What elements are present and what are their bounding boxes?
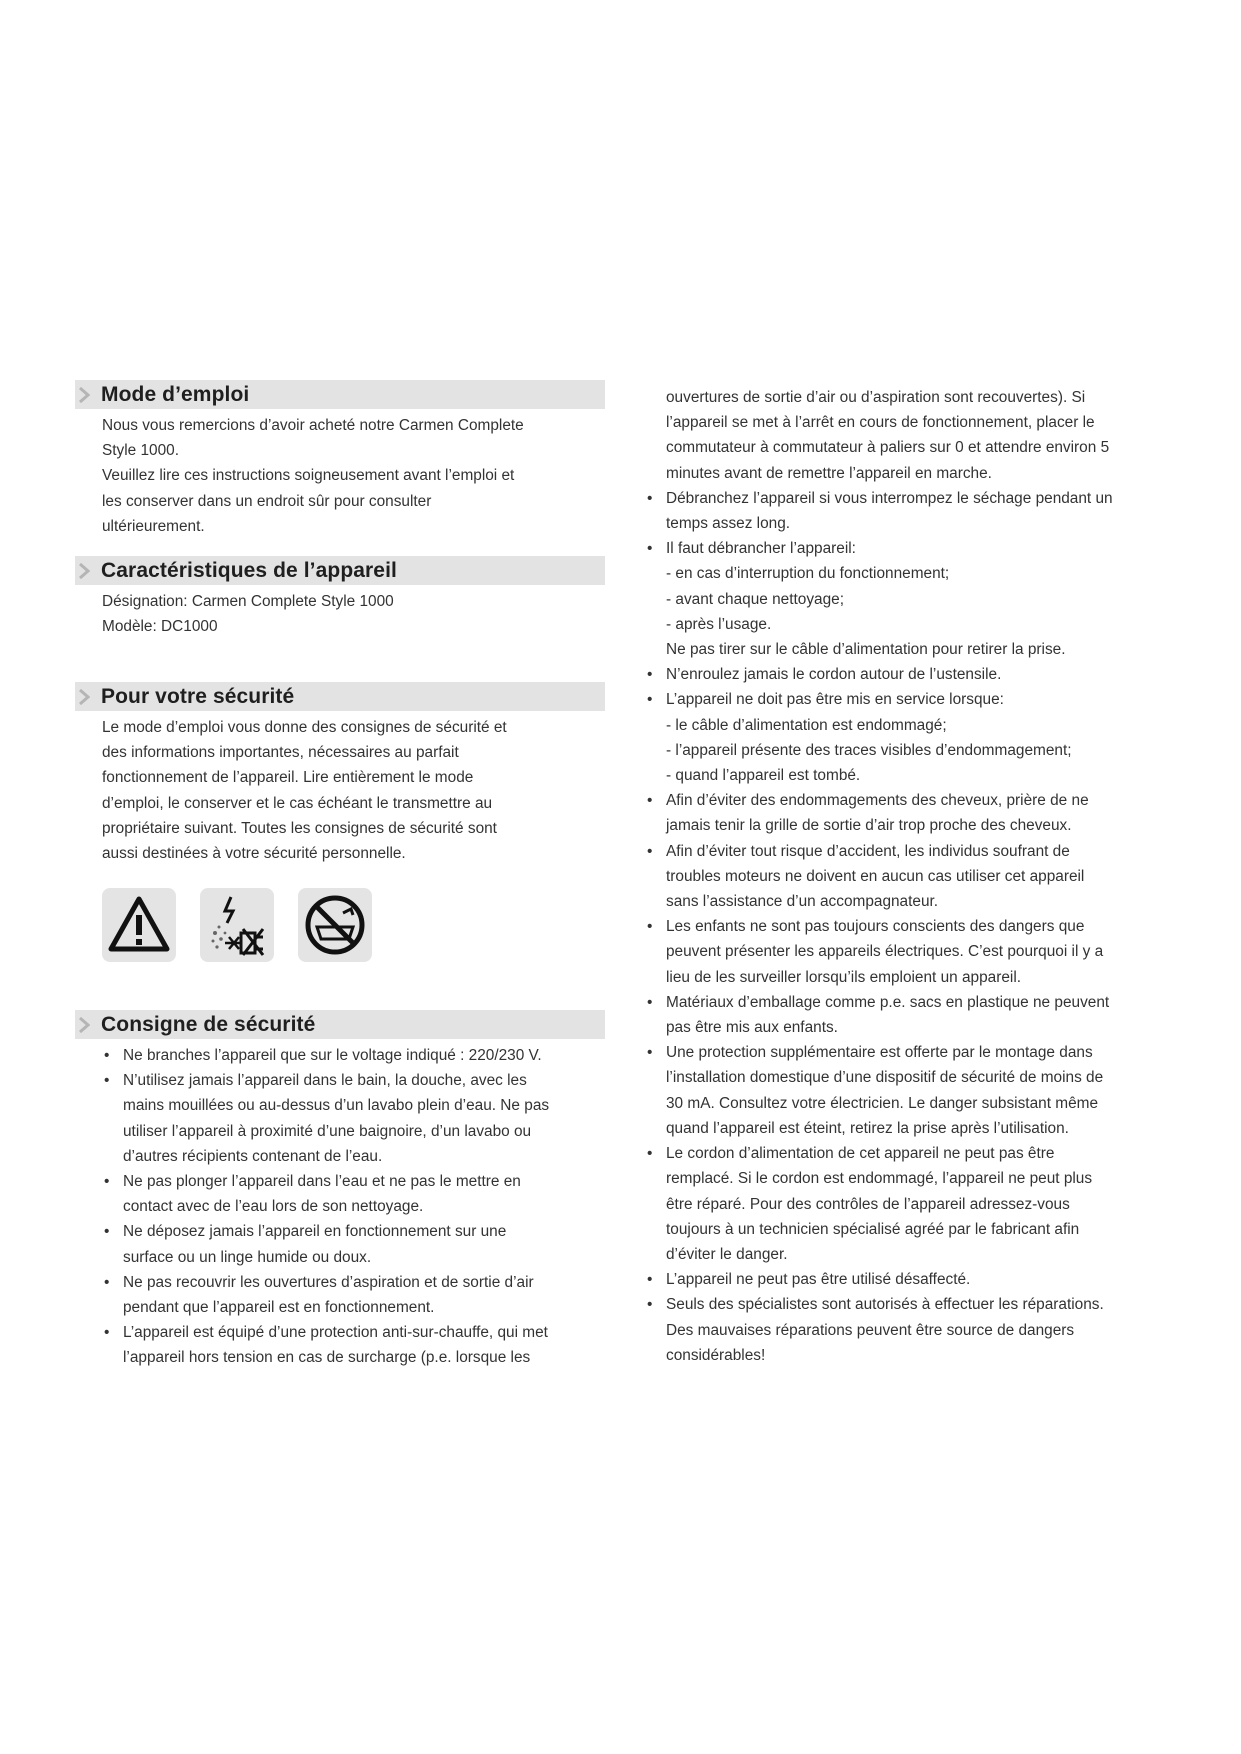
section-mode-emploi <box>75 380 605 539</box>
section-pour-votre-securite <box>75 682 605 962</box>
list-item: • L’appareil ne peut pas être utilisé désaffecté. <box>647 1271 971 1289</box>
sub-item: - avant chaque nettoyage; <box>666 590 844 608</box>
right-bullet-list <box>645 486 1115 1368</box>
section-title: Mode d’emploi <box>101 382 250 406</box>
section-title: Caractéristiques de l’appareil <box>101 558 397 582</box>
section-title: Pour votre sécurité <box>101 684 295 708</box>
list-item: • L’appareil ne doit pas être mis en service lorsque: - le câble d’alimentation est endommagé; - l’appareil présente des traces visibles d’endommagement; - quand l’appareil est tombé. <box>645 687 1115 788</box>
right-column <box>645 385 1125 1368</box>
sub-item: - en cas d’interruption du fonctionnement; <box>666 565 950 583</box>
list-item: • Ne branches l’appareil que sur le voltage indiqué : 220/230 V. <box>104 1047 542 1064</box>
list-item: • Afin d’éviter tout risque d’accident, les individus soufrant de troubles moteurs ne doivent en aucun cas utiliser cet appareil sans l’assistance d’un accompagnateur. <box>647 842 1085 911</box>
no-water-plug-icon <box>200 888 274 962</box>
section-title: Consigne de sécurité <box>101 1012 316 1036</box>
section-header <box>75 1010 605 1039</box>
sub-item: - après l’usage. <box>666 615 772 633</box>
warning-triangle-icon <box>102 888 176 962</box>
no-bathtub-icon <box>298 888 372 962</box>
consigne-bullet-list <box>75 1043 552 1371</box>
section-body <box>75 715 532 866</box>
modele: Modèle: DC1000 <box>102 618 218 636</box>
chevron-right-icon <box>75 1010 93 1039</box>
list-item: • Seuls des spécialistes sont autorisés à effectuer les réparations. Des mauvaises réparations peuvent être source de dangers considérables! <box>647 1296 1104 1364</box>
list-item: • Matériaux d’emballage comme p.e. sacs en plastique ne peuvent pas être mis aux enfants. <box>647 993 1110 1037</box>
list-item: • Une protection supplémentaire est offerte par le montage dans l’installation domestique d’une dispositif de sécurité de moins de 30 mA. Consultez votre électricien. Le danger subsistant même quand l’appareil est éteint, retirez la prise après l’utilisation. <box>647 1044 1104 1137</box>
chevron-right-icon <box>75 380 93 409</box>
list-item: • Ne pas plonger l’appareil dans l’eau et ne pas le mettre en contact avec de l’eau lors de son nettoyage. <box>104 1173 521 1216</box>
paragraph: Veuillez lire ces instructions soigneusement avant l’emploi et les conserver dans un endroit sûr pour consulter ultérieurement. <box>102 467 515 535</box>
list-item: • Il faut débrancher l’appareil: - en cas d’interruption du fonctionnement; - avant chaque nettoyage; - après l’usage. Ne pas tirer sur le câble d’alimentation pour retirer la prise. <box>645 536 1115 662</box>
list-item: • N’utilisez jamais l’appareil dans le bain, la douche, avec les mains mouillées ou au-dessus d’un lavabo plein d’eau. Ne pas utiliser l’appareil à proximité d’une baignoire, d’un lavabo ou d’autres récipients contenant de l’eau. <box>104 1072 550 1165</box>
section-header <box>75 380 605 409</box>
list-item: • Le cordon d’alimentation de cet appareil ne peut pas être remplacé. Si le cordon est endommagé, l’appareil ne peut plus être réparé. Pour des contrôles de l’appareil adressez-vous toujours à un technicien spécialisé agréé par le fabricant afin d’éviter le danger. <box>647 1145 1093 1263</box>
chevron-right-icon <box>75 556 93 585</box>
list-item: • Afin d’éviter des endommagements des cheveux, prière de ne jamais tenir la grille de sortie d’air trop proche des cheveux. <box>647 792 1089 835</box>
sub-item: - quand l’appareil est tombé. <box>666 767 861 785</box>
designation: Désignation: Carmen Complete Style 1000 <box>102 593 394 610</box>
safety-icons <box>75 888 605 962</box>
chevron-right-icon <box>75 682 93 711</box>
section-consigne-securite <box>75 1010 605 1371</box>
note: Ne pas tirer sur le câble d’alimentation pour retirer la prise. <box>666 641 1066 659</box>
continuation-text: ouvertures de sortie d’air ou d’aspiration sont recouvertes). Si l’appareil se met à l’arrêt en cours de fonctionnement, placer le commutateur à commutateur à paliers sur 0 et attendre environ 5 minutes avant de remettre l’appareil en marche. <box>666 389 1110 482</box>
sub-item: - l’appareil présente des traces visibles d’endommagement; <box>666 741 1072 759</box>
section-header <box>75 682 605 711</box>
sub-item: - le câble d’alimentation est endommagé; <box>666 716 947 734</box>
list-item: • Débranchez l’appareil si vous interrompez le séchage pendant un temps assez long. <box>647 489 1113 533</box>
list-item: • Ne pas recouvrir les ouvertures d’aspiration et de sortie d’air pendant que l’appareil est en fonctionnement. <box>104 1273 534 1317</box>
section-header <box>75 556 605 585</box>
section-caracteristiques <box>75 556 605 639</box>
paragraph: Le mode d’emploi vous donne des consignes de sécurité et des informations importantes, nécessaires au parfait fonctionnement de l’appareil. Lire entièrement le mode d’emploi, le conserver et le cas échéant le transmettre au propriétaire suivant. Toutes les consignes de sécurité sont aussi destinées à votre sécurité personnelle. <box>102 719 507 863</box>
list-item: • L’appareil est équipé d’une protection anti-sur-chauffe, qui met l’appareil hors tension en cas de surcharge (p.e. lorsque les <box>104 1324 548 1367</box>
list-item: • N’enroulez jamais le cordon autour de l’ustensile. <box>647 666 1002 684</box>
section-body <box>75 589 605 639</box>
paragraph: Nous vous remercions d’avoir acheté notre Carmen Complete Style 1000. <box>102 417 524 460</box>
list-item: • Ne déposez jamais l’appareil en fonctionnement sur une surface ou un linge humide ou doux. <box>104 1223 507 1266</box>
list-item: • Les enfants ne sont pas toujours conscients des dangers que peuvent présenter les appareils électriques. C’est pourquoi il y a lieu de les surveiller lorsqu’ils emploient un appareil. <box>647 918 1104 986</box>
section-body <box>75 413 532 539</box>
